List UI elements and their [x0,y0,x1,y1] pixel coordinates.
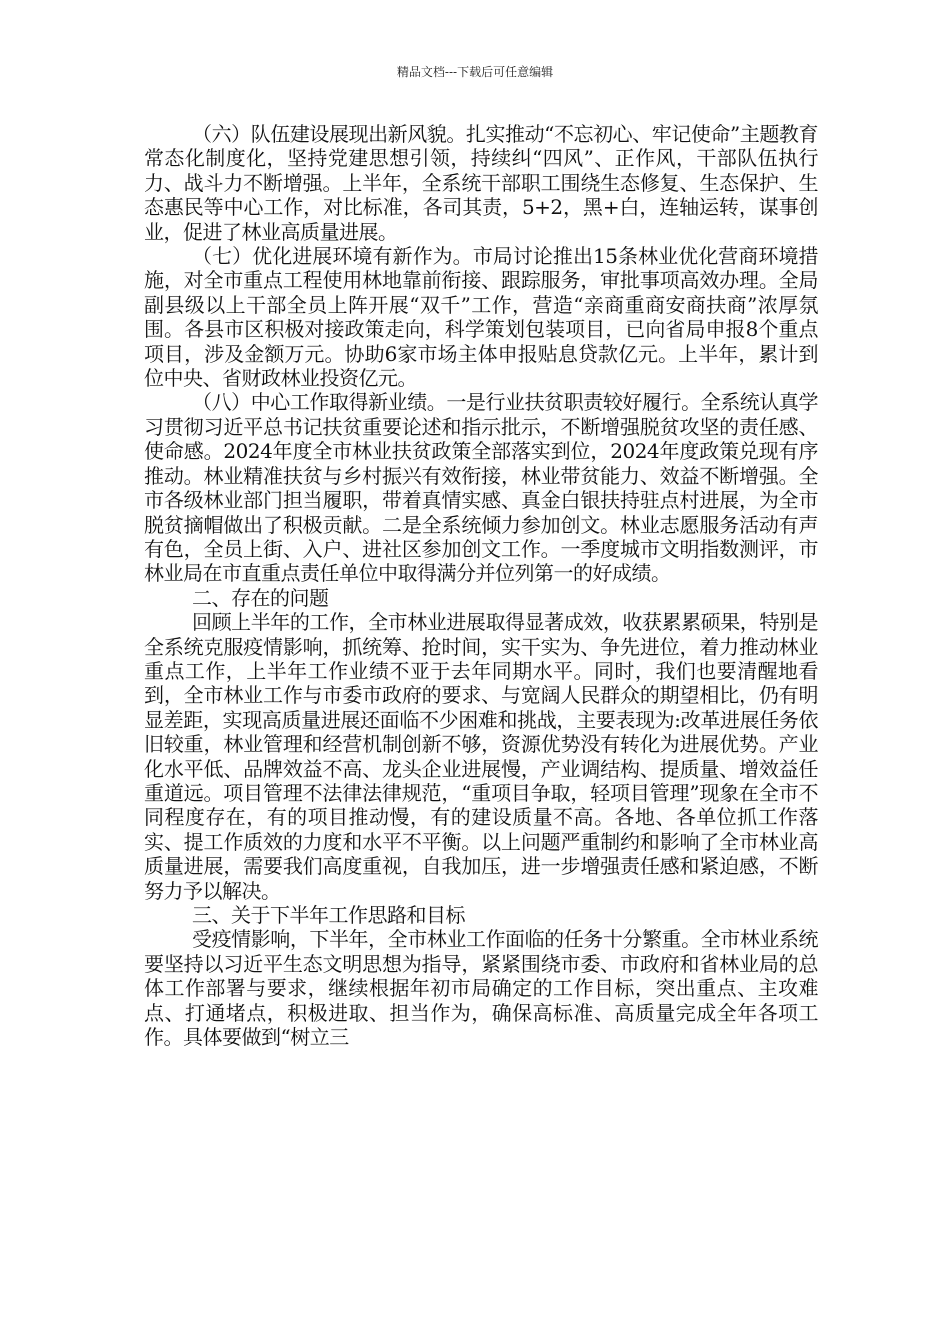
page-header: 精品文档---下载后可任意编辑 [396,65,554,79]
paragraph-team-building: （六）队伍建设展现出新风貌。扎实推动“不忘初心、牢记使命”主题教育常态化制度化，坚持党建思想引领，持续纠“四风”、正作风，干部队伍执行力、战斗力不断增强。上半年，全系统干部职工围绕生态修复、生态保护、生态惠民等中心工作，对比标准，各司其责，5+2，黑+白，连轴运转，谋事创业，促进了林业高质量进展。 [144,122,818,244]
section-heading-problems: 二、存在的问题 [192,585,329,610]
document-body [144,122,818,1049]
paragraph-business-environment: （七）优化进展环境有新作为。市局讨论推出15条林业优化营商环境措施，对全市重点工程使用林地靠前衔接、跟踪服务，审批事项高效办理。全局副县级以上干部全员上阵开展“双千”工作，营造“亲商重商安商扶商”浓厚氛围。各县市区积极对接政策走向，科学策划包装项目，已向省局申报8个重点项目，涉及金额万元。协助6家市场主体申报贴息贷款亿元。上半年，累计到位中央、省财政林业投资亿元。 [144,244,818,391]
paragraph-central-work: （八）中心工作取得新业绩。一是行业扶贫职责较好履行。全系统认真学习贯彻习近平总书记扶贫重要论述和指示批示，不断增强脱贫攻坚的责任感、使命感。2024年度全市林业扶贫政策全部落实到位，2024年度政策兑现有序推动。林业精准扶贫与乡村振兴有效衔接，林业带贫能力、效益不断增强。全市各级林业部门担当履职，带着真情实感、真金白银扶持驻点村进展，为全市脱贫摘帽做出了积极贡献。二是全系统倾力参加创文。林业志愿服务活动有声有色，全员上街、入户、进社区参加创文工作。一季度城市文明指数测评，市林业局在市直重点责任单位中取得满分并位列第一的好成绩。 [144,390,818,586]
paragraph-second-half-plan: 受疫情影响，下半年，全市林业工作面临的任务十分繁重。全市林业系统要坚持以习近平生态文明思想为指导，紧紧围绕市委、市政府和省林业局的总体工作部署与要求，继续根据年初市局确定的工作目标，突出重点、主攻难点、打通堵点，积极进取、担当作为，确保高标准、高质量完成全年各项工作。具体要做到“树立三 [144,927,818,1050]
paragraph-problems: 回顾上半年的工作，全市林业进展取得显著成效，收获累累硕果，特别是全系统克服疫情影响，抓统筹、抢时间，实干实为、争先进位，着力推动林业重点工作，上半年工作业绩不亚于去年同期水平。同时，我们也要清醒地看到，全市林业工作与市委市政府的要求、与宽阔人民群众的期望相比，仍有明显差距，实现高质量进展还面临不少困难和挑战，主要表现为:改革进展任务依旧较重，林业管理和经营机制创新不够，资源优势没有转化为进展优势。产业化水平低、品牌效益不高、龙头企业进展慢，产业调结构、提质量、增效益任重道远。项目管理不法律法律规范，“重项目争取，轻项目管理”现象在全市不同程度存在，有的项目推动慢，有的建设质量不高。各地、各单位抓工作落实、提工作质效的力度和水平不平衡。以上问题严重制约和影响了全市林业高质量进展，需要我们高度重视，自我加压，进一步增强责任感和紧迫感，不断努力予以解决。 [144,610,818,903]
section-heading-second-half-plan: 三、关于下半年工作思路和目标 [192,903,465,927]
